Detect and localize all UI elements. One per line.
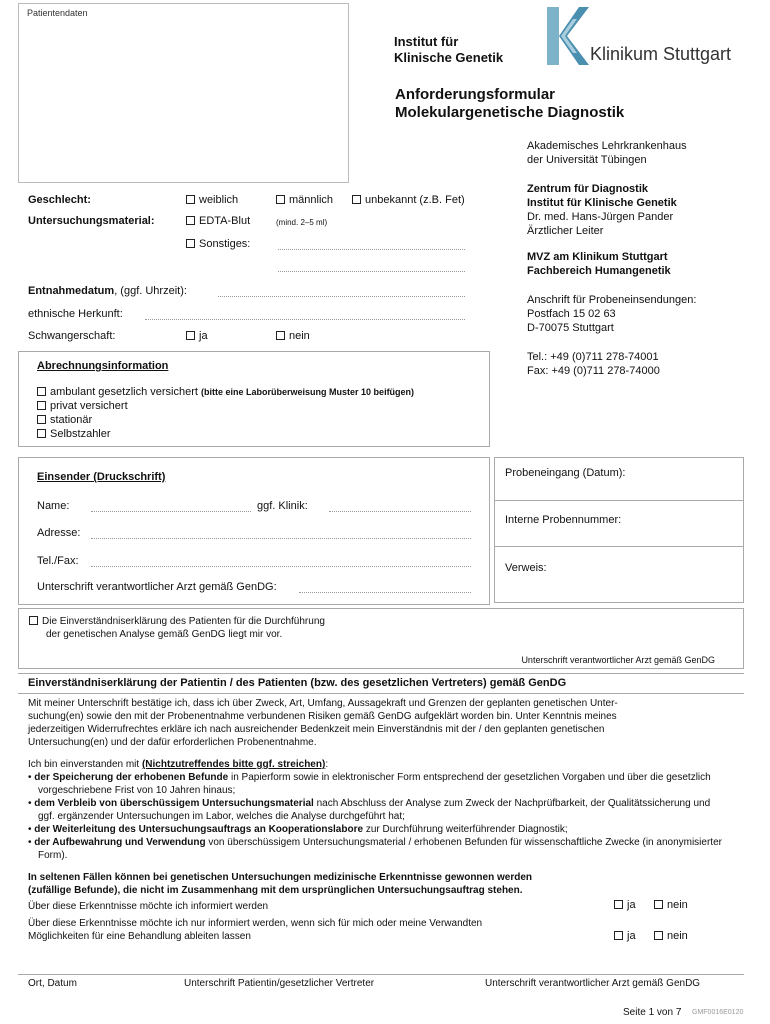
sender-phone-label: Tel./Fax: (37, 555, 79, 567)
consent-bullet-research[interactable]: • der Aufbewahrung und Verwendung von überschüssigem Untersuchungsmaterial / erhobenen Befunden für wissenschaftliche Zwecke (in anonymisierter Form). (28, 837, 722, 861)
ethnic-origin-field[interactable] (145, 319, 465, 320)
material-label: Untersuchungsmaterial: (28, 215, 155, 227)
patient-data-box[interactable] (18, 3, 349, 183)
lab-use-box (494, 457, 744, 603)
pregnancy-yes-option[interactable]: ja (186, 330, 208, 342)
gender-female-option[interactable]: weiblich (186, 194, 238, 206)
sender-title: Einsender (Druckschrift) (37, 471, 166, 483)
gender-label: Geschlecht: (28, 194, 91, 206)
consent-bullet-material[interactable]: • dem Verbleib von überschüssigem Untersuchungsmaterial nach Abschluss der Analyse zum Zweck der Nachprüfbarkeit, der Qualitätssicherung und ggf. ergänzender Untersuchungen im Labor, welches die Analyse durchgeführt hat; (28, 798, 711, 822)
checkbox-icon[interactable] (276, 195, 285, 204)
page-number: Seite 1 von 7 (623, 1007, 682, 1018)
form-code: GMF0016E0120 (692, 1009, 744, 1016)
consent-confirmation-option[interactable]: Die Einverständniserklärung des Patienten für die Durchführung der genetischen Analyse gemäß GenDG liegt mir vor. (29, 615, 325, 641)
checkbox-icon[interactable] (186, 195, 195, 204)
klinikum-logo-text: Klinikum Stuttgart (590, 44, 732, 64)
affiliation: Akademisches Lehrkrankenhaus der Universität Tübingen (527, 140, 687, 166)
consent-confirmation-box (18, 608, 744, 669)
klinikum-logo (543, 5, 758, 65)
place-date-label: Ort, Datum (28, 978, 77, 989)
sender-signature-label: Unterschrift verantwortlicher Arzt gemäß GenDG: (37, 581, 277, 593)
sender-address-label: Adresse: (37, 527, 81, 539)
doctor-signature-label: Unterschrift verantwortlicher Arzt gemäß GenDG (485, 978, 701, 989)
consent-bullets (28, 771, 728, 862)
internal-sample-number-label: Interne Probennummer: (505, 514, 622, 526)
checkbox-icon[interactable] (37, 401, 46, 410)
checkbox-icon[interactable] (614, 931, 623, 940)
checkbox-icon[interactable] (276, 331, 285, 340)
sender-box (18, 457, 490, 605)
sampling-date-field[interactable] (218, 296, 465, 297)
consent-divider (18, 673, 744, 674)
gender-unknown-option[interactable]: unbekannt (z.B. Fet) (352, 194, 465, 206)
consent-title: Einverständniserklärung der Patientin / des Patienten (bzw. des gesetzlichen Vertreters) gemäß GenDG (28, 677, 567, 689)
consent-confirmation-signature: Unterschrift verantwortlicher Arzt gemäß GenDG (521, 655, 715, 665)
question1-no-option[interactable]: nein (654, 899, 688, 911)
sender-name-field[interactable] (91, 511, 251, 512)
patient-data-label: Patientendaten (27, 8, 88, 18)
pregnancy-no-option[interactable]: nein (276, 330, 310, 342)
material-other-option[interactable]: Sonstiges: (186, 238, 250, 250)
klinikum-logo-mark (543, 5, 589, 67)
consent-intro: Mit meiner Unterschrift bestätige ich, dass ich über Zweck, Art, Umfang, Aussagekraft und Grenzen der geplanten genetischen Unter- suchung(en) sowie den mit der Probenentnahme verbundenen Risiken gemäß GenDG aufgeklärt worden bin. Unter Kenntnis meines jederzeitigen Widerrufrechtes erkläre ich nach ausreichender Bedenkzeit mein Einverständnis mit der / den geplanten genetischen Untersuchung(en) und der dafür erforderlichen Probenentnahme. (28, 698, 618, 748)
edta-hint: (mind. 2–5 ml) (276, 218, 328, 227)
consent-title-rule (18, 693, 744, 694)
institute-name: Institut für Klinische Genetik (394, 34, 504, 65)
question-treatment: Über diese Erkenntnisse möchte ich nur informiert werden, wenn sich für mich oder meine Verwandten Möglichkeiten für eine Behandlung ableiten lassen (28, 918, 483, 942)
billing-statutory-option[interactable]: ambulant gesetzlich versichert (bitte eine Laborüberweisung Muster 10 beifügen) (37, 386, 414, 398)
sampling-date-label: Entnahmedatum, (ggf. Uhrzeit): (28, 285, 187, 297)
material-edta-option[interactable]: EDTA-Blut (186, 215, 250, 227)
sample-receipt-label: Probeneingang (Datum): (505, 467, 626, 479)
checkbox-icon[interactable] (352, 195, 361, 204)
checkbox-icon[interactable] (654, 900, 663, 909)
checkbox-icon[interactable] (29, 616, 38, 625)
form-title: Anforderungsformular Molekulargenetische Diagnostik (395, 86, 625, 121)
lab-divider (495, 500, 743, 501)
contact-block: Zentrum für Diagnostik Institut für Klinische Genetik Dr. med. Hans-Jürgen Pander Ärztlicher Leiter MVZ am Klinikum Stuttgart Fachbereich Humangenetik Anschrift für Probeneinsendungen: Postfach 15 02 63 D-70075 Stuttgart Tel.: +49 (0)711 278-74001 Fax: +49 (0)711 278-74000 (527, 183, 697, 377)
checkbox-icon[interactable] (186, 216, 195, 225)
patient-signature-label: Unterschrift Patientin/gesetzlicher Vertreter (184, 978, 375, 989)
checkbox-icon[interactable] (37, 415, 46, 424)
checkbox-icon[interactable] (37, 387, 46, 396)
billing-inpatient-option[interactable]: stationär (37, 414, 92, 426)
checkbox-icon[interactable] (186, 239, 195, 248)
question2-no-option[interactable]: nein (654, 930, 688, 942)
sender-clinic-label: ggf. Klinik: (257, 500, 308, 512)
checkbox-icon[interactable] (37, 429, 46, 438)
billing-self-payer-option[interactable]: Selbstzahler (37, 428, 111, 440)
consent-agreement-intro: Ich bin einverstanden mit (Nichtzutreffendes bitte ggf. streichen): (28, 759, 329, 770)
gender-male-option[interactable]: männlich (276, 194, 333, 206)
reference-label: Verweis: (505, 562, 547, 574)
sender-name-label: Name: (37, 500, 70, 512)
lab-divider (495, 546, 743, 547)
sender-phone-field[interactable] (91, 566, 471, 567)
incidental-findings-notice: In seltenen Fällen können bei genetischen Untersuchungen medizinische Erkenntnisse gewonnen werden (zufällige Befunde), die nicht im Zusammenhang mit dem ursprünglichen Untersuchungsauftrag stehen. (28, 872, 532, 896)
sender-signature-field[interactable] (299, 592, 471, 593)
sender-clinic-field[interactable] (329, 511, 471, 512)
checkbox-icon[interactable] (654, 931, 663, 940)
consent-bullet-storage[interactable]: • der Speicherung der erhobenen Befunde in Papierform sowie in elektronischer Form entsprechend der gesetzlichen Vorgaben und über die gesetzlich vorgeschriebene Frist von 10 Jahren hinaus; (28, 772, 711, 796)
billing-title: Abrechnungsinformation (37, 360, 169, 372)
material-other-field-2[interactable] (278, 271, 465, 272)
sender-address-field[interactable] (91, 538, 471, 539)
signature-line[interactable] (18, 974, 744, 975)
billing-private-option[interactable]: privat versichert (37, 400, 128, 412)
pregnancy-label: Schwangerschaft: (28, 330, 116, 342)
consent-bullet-forwarding[interactable]: • der Weiterleitung des Untersuchungsauftrags an Kooperationslabore zur Durchführung weiterführender Diagnostik; (28, 824, 568, 835)
material-other-field[interactable] (278, 249, 465, 250)
question2-yes-option[interactable]: ja (614, 930, 636, 942)
question-informed: Über diese Erkenntnisse möchte ich informiert werden (28, 901, 269, 912)
checkbox-icon[interactable] (186, 331, 195, 340)
ethnic-origin-label: ethnische Herkunft: (28, 308, 123, 320)
question1-yes-option[interactable]: ja (614, 899, 636, 911)
billing-box (18, 351, 490, 447)
checkbox-icon[interactable] (614, 900, 623, 909)
